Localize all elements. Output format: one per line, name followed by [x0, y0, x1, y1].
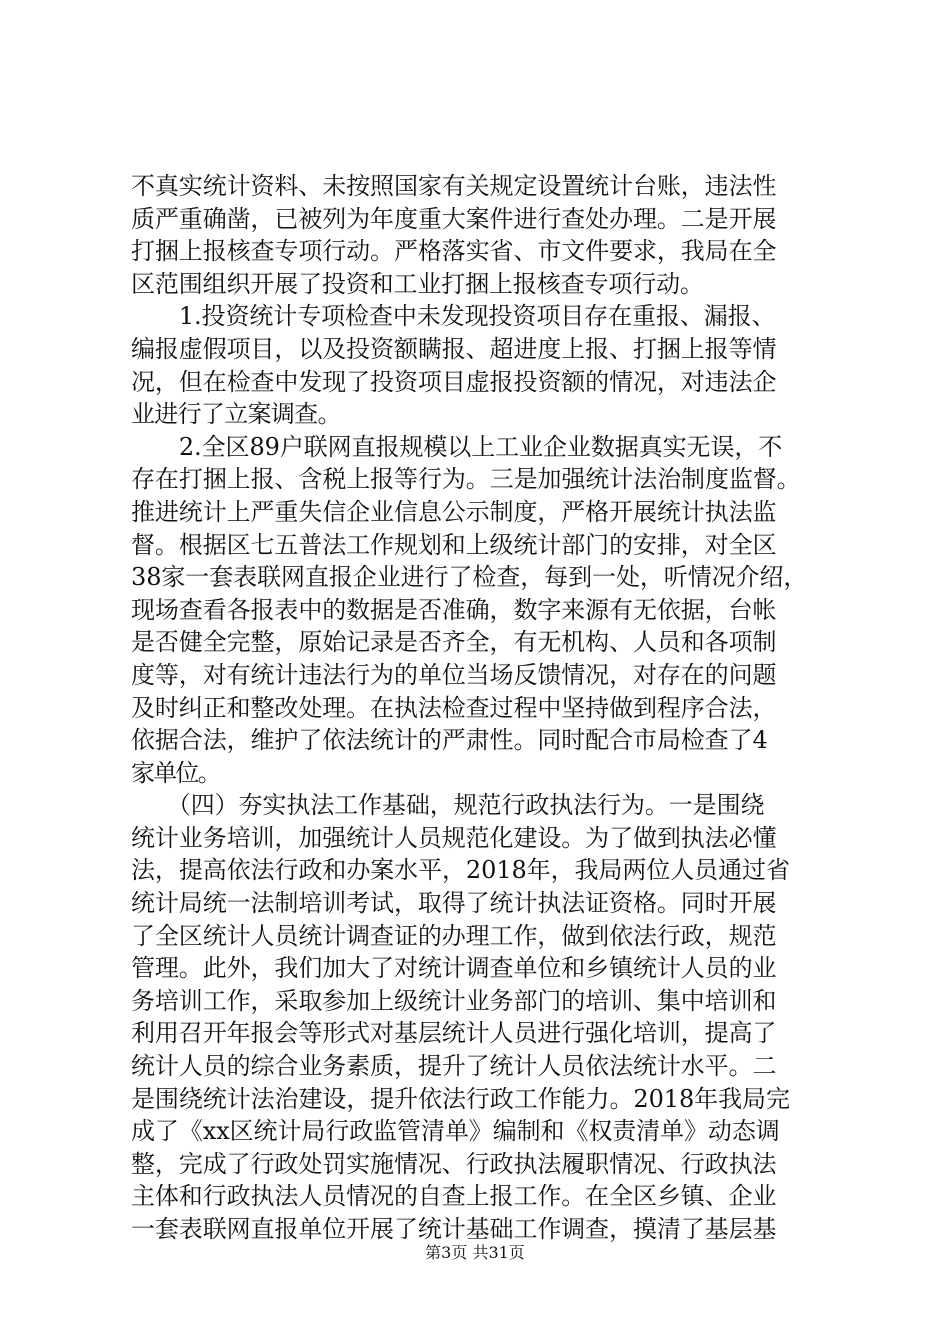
text-line: 编报虚假项目，以及投资额瞒报、超进度上报、打捆上报等情 — [131, 334, 777, 363]
text-line: 2.全区89户联网直报规模以上工业企业数据真实无误，不 — [131, 432, 783, 461]
text-line: 是否健全完整，原始记录是否齐全，有无机构、人员和各项制 — [131, 628, 777, 657]
text-line: （四）夯实执法工作基础，规范行政执法行为。一是围绕 — [131, 791, 765, 820]
text-line: 现场查看各报表中的数据是否准确，数字来源有无依据，台帐 — [131, 595, 777, 624]
text-line: 了全区统计人员统计调查证的办理工作，做到依法行政，规范 — [131, 921, 777, 950]
text-line: 度等，对有统计违法行为的单位当场反馈情况，对存在的问题 — [131, 660, 777, 689]
text-line: 区范围组织开展了投资和工业打捆上报核查专项行动。 — [131, 269, 704, 298]
body-text — [131, 170, 831, 1246]
text-line: 不真实统计资料、未按照国家有关规定设置统计台账，违法性 — [131, 172, 777, 200]
text-line: 督。根据区七五普法工作规划和上级统计部门的安排，对全区 — [131, 530, 777, 559]
text-line: 成了《xx区统计局行政监管清单》编制和《权责清单》动态调 — [131, 1117, 780, 1146]
text-line: 利用召开年报会等形式对基层统计人员进行强化培训，提高了 — [131, 1019, 777, 1048]
text-line: 38家一套表联网直报企业进行了检查，每到一处，听情况介绍， — [131, 563, 808, 592]
text-line: 家单位。 — [131, 758, 220, 787]
text-line: 管理。此外，我们加大了对统计调查单位和乡镇统计人员的业 — [131, 954, 777, 983]
text-line: 务培训工作，采取参加上级统计业务部门的培训、集中培训和 — [131, 986, 777, 1015]
text-line: 质严重确凿，已被列为年度重大案件进行查处办理。二是开展 — [131, 204, 777, 233]
text-line: 统计业务培训，加强统计人员规范化建设。为了做到执法必懂 — [131, 823, 777, 852]
text-line: 推进统计上严重失信企业信息公示制度，严格开展统计执法监 — [131, 497, 777, 526]
text-line: 存在打捆上报、含税上报等行为。三是加强统计法治制度监督。 — [131, 465, 801, 494]
text-line: 一套表联网直报单位开展了统计基础工作调查，摸清了基层基 — [131, 1215, 777, 1243]
text-line: 整，完成了行政处罚实施情况、行政执法履职情况、行政执法 — [131, 1149, 777, 1178]
text-line: 主体和行政执法人员情况的自查上报工作。在全区乡镇、企业 — [131, 1182, 777, 1211]
text-line: 统计局统一法制培训考试，取得了统计执法证资格。同时开展 — [131, 889, 777, 918]
page-footer: 第3页 共31页 — [425, 1243, 525, 1262]
text-line: 打捆上报核查专项行动。严格落实省、市文件要求，我局在全 — [131, 237, 777, 266]
text-line: 业进行了立案调查。 — [131, 400, 341, 429]
text-line: 况，但在检查中发现了投资项目虚报投资额的情况，对违法企 — [131, 367, 777, 396]
text-line: 统计人员的综合业务素质，提升了统计人员依法统计水平。二 — [131, 1052, 777, 1081]
text-line: 及时纠正和整改处理。在执法检查过程中坚持做到程序合法， — [131, 693, 777, 722]
text-line: 是围绕统计法治建设，提升依法行政工作能力。2018年我局完 — [131, 1084, 790, 1113]
text-line: 1.投资统计专项检查中未发现投资项目存在重报、漏报、 — [131, 302, 776, 331]
text-line: 法，提高依法行政和办案水平，2018年，我局两位人员通过省 — [131, 856, 790, 885]
text-line: 依据合法，维护了依法统计的严肃性。同时配合市局检查了4 — [131, 726, 768, 755]
